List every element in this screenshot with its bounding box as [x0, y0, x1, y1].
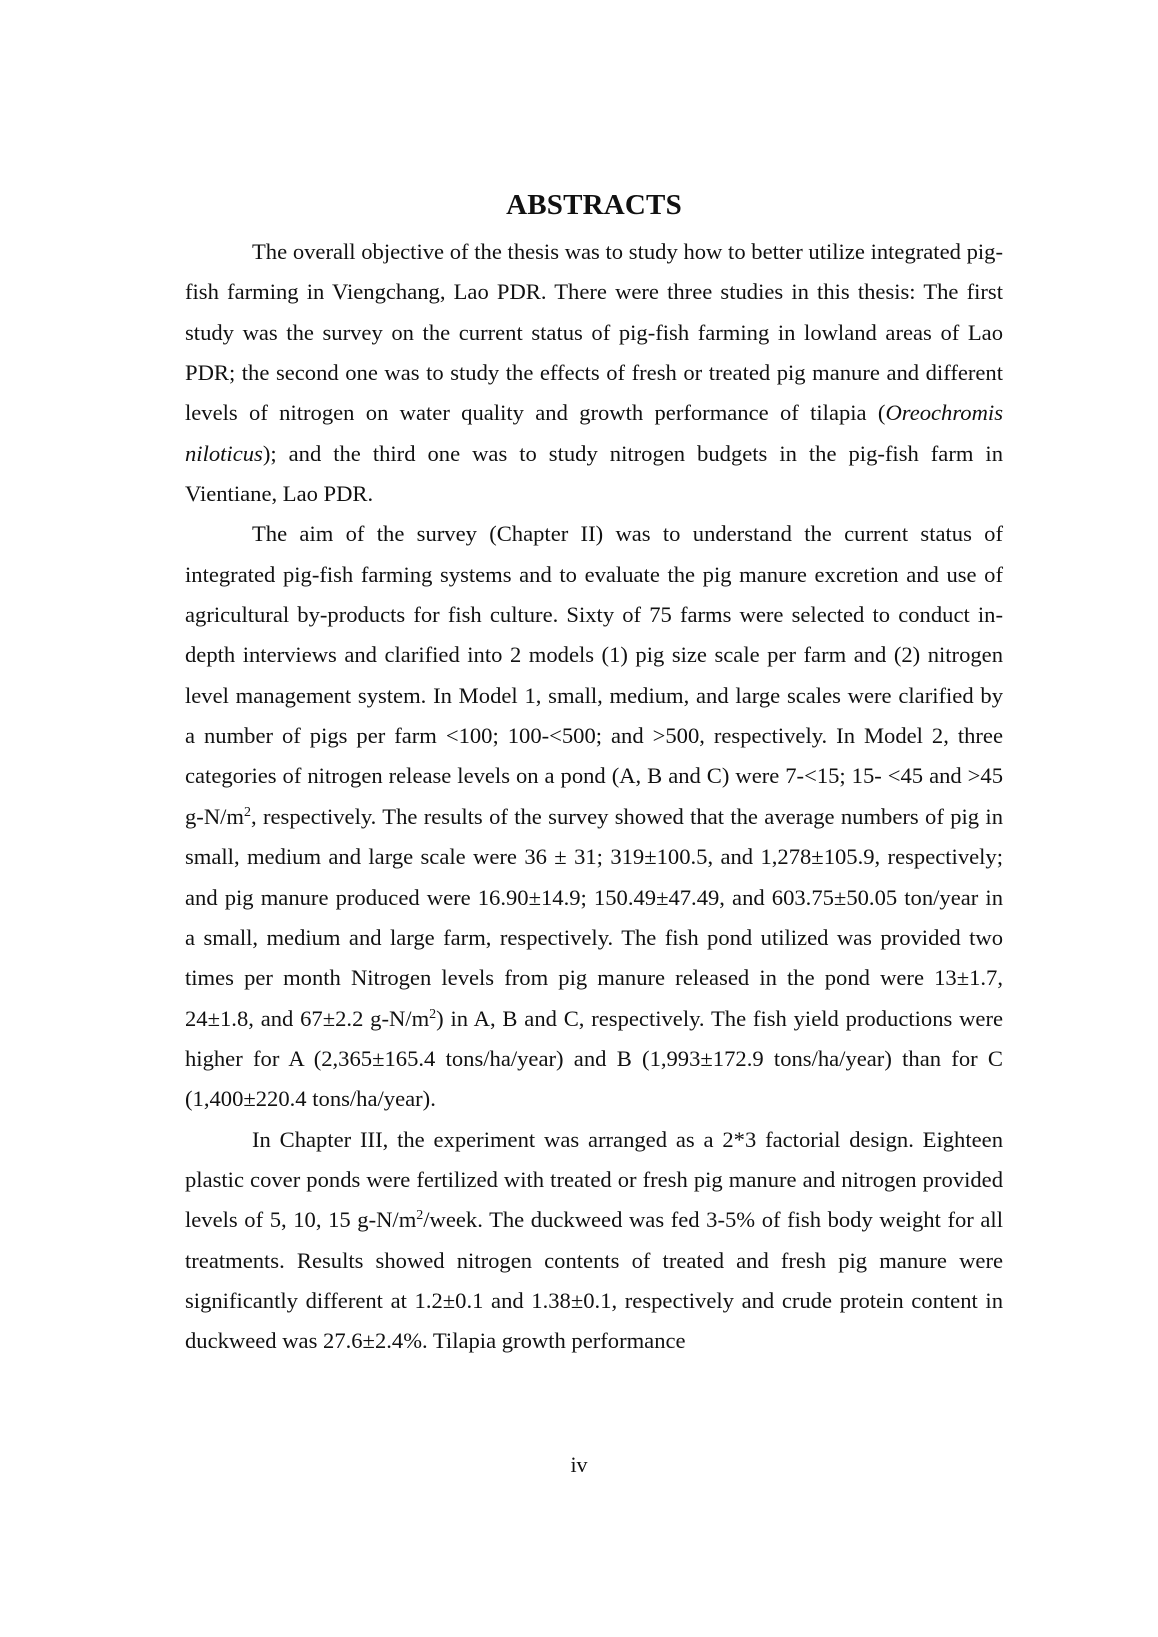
text-segment: ); and the third one was to study nitrogen budgets in the pig-fish farm in Vientiane, Lao PDR. [185, 440, 1003, 507]
text-segment: The overall objective of the thesis was to study how to better utilize integrated pig-fish farming in Viengchang, Lao PDR. There were three studies in this thesis: The first study was the survey on the current status of pig-fish farming in lowland areas of Lao PDR; the second one was to study the effects of fresh or treated pig manure and different levels of nitrogen on water quality and growth performance of tilapia ( [185, 239, 1003, 426]
document-page [185, 186, 1003, 1362]
text-segment: , respectively. The results of the survey showed that the average numbers of pig in small, medium and large scale were 36 ± 31; 319±100.5, and 1,278±105.9, respectively; and pig manure produced were 16.90±14.9; 150.49±47.49, and 603.75±50.05 ton/year in a small, medium and large farm, respectively. The fish pond utilized was provided two times per month Nitrogen levels from pig manure released in the pond were 13±1.7, 24±1.8, and 67±2.2 g-N/m [185, 803, 1003, 1031]
abstract-title: ABSTRACTS [506, 189, 682, 221]
text-segment: ) in A, B and C, respectively. The fish yield productions were higher for A (2,365±165.4 tons/ha/year) and B (1,993±172.9 tons/ha/year) than for C (1,400±220.4 tons/ha/year). [185, 1005, 1003, 1112]
superscript: 2 [429, 1006, 437, 1022]
superscript: 2 [244, 804, 251, 820]
text-segment: /week. The duckweed was fed 3-5% of fish body weight for all treatments. Results showed nitrogen contents of treated and fresh pig manure were significantly different at 1.2±0.1 and 1.38±0.1, respectively and crude protein content in duckweed was 27.6±2.4%. Tilapia growth performance [185, 1207, 1003, 1354]
paragraph-overview [185, 232, 1003, 514]
paragraph-survey-chapter-2 [185, 514, 1003, 1119]
superscript: 2 [416, 1208, 424, 1224]
text-segment: The aim of the survey (Chapter II) was to understand the current status of integrated pig-fish farming systems and to evaluate the pig manure excretion and use of agricultural by-products for fish culture. Sixty of 75 farms were selected to conduct in-depth interviews and clarified into 2 models (1) pig size scale per farm and (2) nitrogen level management system. In Model 1, small, medium, and large scales were clarified by a number of pigs per farm <100; 100-<500; and >500, respectively. In Model 2, three categories of nitrogen release levels on a pond (A, B and C) were 7-<15; 15- <45 and >45 g-N/m [185, 521, 1003, 829]
species-name-italic: Oreochromis niloticus [185, 400, 1003, 466]
text-segment: In Chapter III, the experiment was arranged as a 2*3 factorial design. Eighteen plastic cover ponds were fertilized with treated or fresh pig manure and nitrogen provided levels of 5, 10, 15 g-N/m [185, 1126, 1003, 1233]
page-number: iv [570, 1452, 588, 1477]
paragraph-experiment-chapter-3 [185, 1120, 1003, 1362]
